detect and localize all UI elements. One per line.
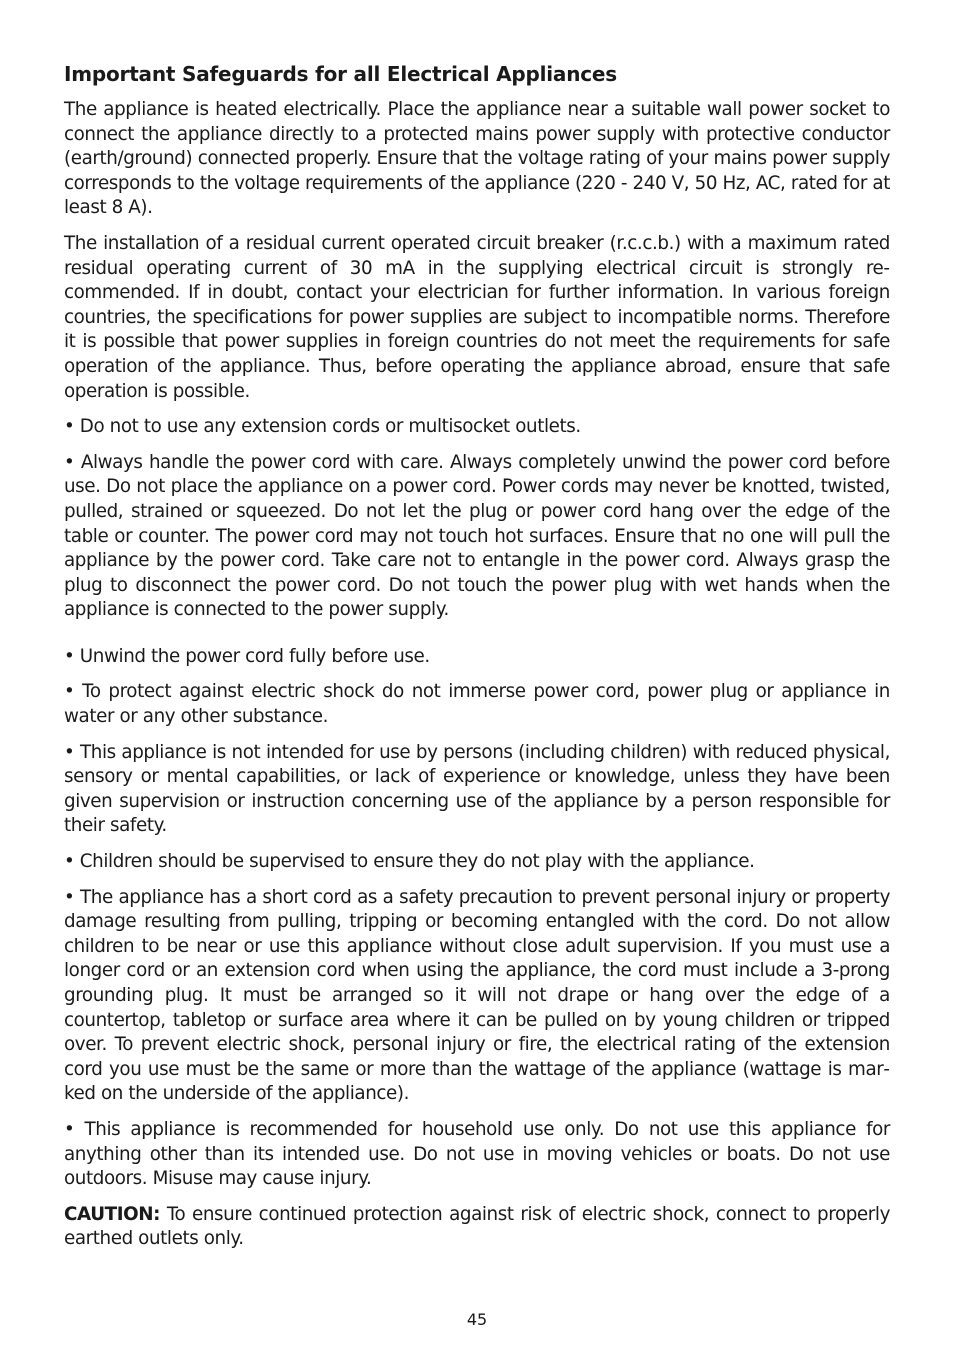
paragraph-power-supply: The appliance is heated electrically. Place the appliance near a suitable wall power socket to connect the appliance directly to a protected mains power supply with protective conductor (earth/ground) connected properly. Ensure that the voltage rating of your mains power supply corresponds to the voltage requirements of the appliance (220 - 240 V, 50 Hz, AC, rated for at least 8 A). — [64, 99, 890, 219]
caution-text: To ensure continued protection against risk of electric shock, connect to properly earthed outlets only. — [64, 1203, 890, 1250]
bullet-household-use: • This appliance is recommended for household use only. Do not use this appliance for anything other than its intended use. Do not use in moving vehicles or boats. Do not use outdoors. Misuse may cause injury. — [64, 1118, 890, 1190]
bullet-short-cord: • The appliance has a short cord as a safety precaution to prevent personal injury or property damage resulting from pulling, tripping or becoming entangled with the cord. Do not allow children to be near or use this appliance without close adult supervision. If you must use a longer cord or an extension cord when using the appliance, the cord must include a 3-prong grounding plug. It must be arranged so it will not drape or hang over the edge of a countertop, tabletop or surface area where it can be pulled on by young children or tripped over. To prevent electric shock, personal injury or fire, the electrical rating of the extension cord you use must be the same or more than the wattage of the appliance (wattage is marked on the underside of the appliance). — [64, 886, 890, 1105]
bullet-no-immersion: • To protect against electric shock do not immerse power cord, power plug or appliance in water or any other substance. — [64, 681, 890, 728]
paragraph-rccb: The installation of a residual current operated circuit breaker (r.c.c.b.) with a maximum rated residual operating current of 30 mA in the supplying electrical circuit is strongly recommended. If in doubt, contact your electrician for further information. In various foreign countries, the specifications for power supplies are subject to incompatible norms. Therefore it is possible that power supplies in foreign countries do not meet the requirements for safe operation of the appliance. Thus, before operating the appliance abroad, ensure that safe operation is possible. — [64, 232, 890, 402]
bullet-unwind-cord: • Unwind the power cord fully before use. — [64, 645, 430, 667]
bullet-no-extension-cords: • Do not to use any extension cords or multisocket outlets. — [64, 416, 581, 438]
bullet-children-supervision: • Children should be supervised to ensure they do not play with the appliance. — [64, 851, 755, 873]
section-title: Important Safeguards for all Electrical Appliances — [64, 62, 617, 86]
document-page — [64, 60, 890, 1263]
bullet-power-cord-care: • Always handle the power cord with care. Always completely unwind the power cord before use. Do not place the appliance on a power cord. Power cords may never be knotted, twisted, pulled, strained or squeezed. Do not let the plug or power cord hang over the edge of the table or counter. The power cord may not touch hot surfaces. Ensure that no one will pull the appliance by the power cord. Take care not to entangle in the power cord. Always grasp the plug to disconnect the power cord. Do not touch the power plug with wet hands when the appliance is connected to the power supply. — [64, 451, 890, 621]
caution-paragraph — [64, 1203, 890, 1252]
caution-label: CAUTION: — [64, 1203, 161, 1225]
bullet-reduced-capabilities: • This appliance is not intended for use by persons (including children) with reduced physical, sensory or mental capabilities, or lack of experience or knowledge, unless they have been given supervision or instruction concerning use of the appliance by a person responsible for their safety. — [64, 741, 890, 837]
page-number: 45 — [466, 1310, 488, 1329]
